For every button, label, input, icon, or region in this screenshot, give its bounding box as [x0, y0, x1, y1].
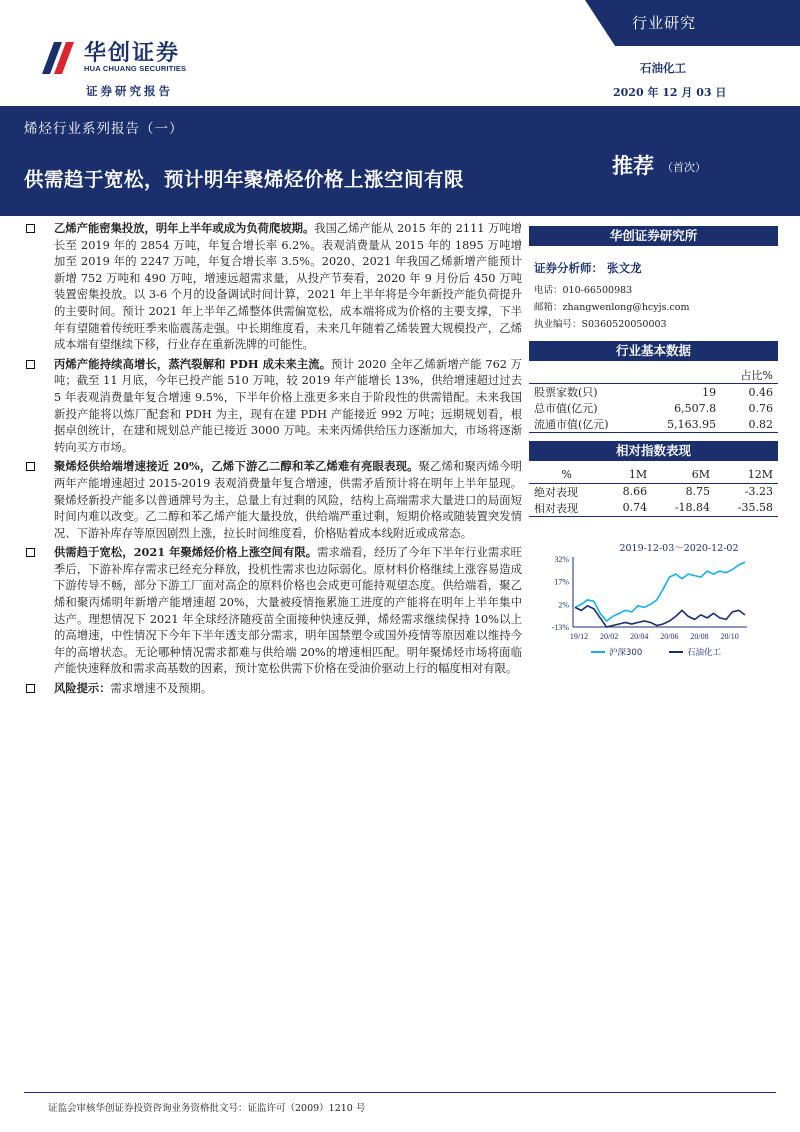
checkbox-bullet-icon: [26, 548, 35, 557]
checkbox-bullet-icon: [26, 684, 35, 693]
summary-paragraph: [24, 680, 522, 698]
row-1m: 8.66: [622, 485, 648, 498]
logo-en: HUA CHUANG SECURITIES: [84, 64, 187, 73]
institute-header: 华创证券研究所: [529, 226, 778, 246]
analyst-email[interactable]: 邮箱：zhangwenlong@hcyjs.com: [534, 302, 690, 313]
summary-paragraph: [24, 544, 522, 678]
y-tick-label: 2%: [558, 599, 569, 609]
summary-paragraph: [24, 220, 522, 354]
table-row: [529, 483, 778, 500]
row-label: 相对表现: [534, 501, 578, 515]
x-tick-label: 20/02: [600, 631, 619, 641]
perf-table: [529, 467, 778, 517]
perf-header: 相对指数表现: [529, 441, 778, 461]
paragraph-text: 聚乙烯和聚丙烯今明两年产能增速超过 2015-2019 表观消费量年复合增速，供需矛盾预计将在明年上半年显现。聚烯烃新投产能多以普通牌号为主，总量上有过剩的风险，结构上高端需求大量进口的局面短时间内难以改变。乙二醇和苯乙烯产能大量投放，供给端严重过剩，短期价格或随装置突发情况、下游补库存等原因剧烈上涨，拉长时间维度看，价格贴着成本线附近或成常态。: [54, 460, 522, 540]
row-6m: -18.84: [674, 501, 711, 514]
analyst-name: 张文龙: [607, 261, 642, 275]
summary-paragraph: [24, 458, 522, 542]
x-tick-label: 20/10: [720, 631, 739, 641]
paragraph-lead: 聚烯烃供给端增速接近 20%，乙烯下游乙二醇和苯乙烯难有亮眼表现。: [54, 459, 419, 474]
basic-data-table: [529, 367, 778, 433]
logo-cn: 华创证券: [84, 41, 181, 66]
analyst-label: 证券分析师：: [534, 261, 603, 275]
row-value: 5,163.95: [667, 417, 717, 431]
column-header: 6M: [691, 468, 711, 482]
index-chart-svg: [529, 539, 778, 661]
row-label: 绝对表现: [534, 485, 578, 499]
summary-body: [24, 220, 522, 700]
row-1m: 0.74: [622, 501, 648, 514]
rating-note: （首次）: [662, 161, 706, 174]
logo-mark-icon: [40, 36, 80, 76]
table-row: [529, 400, 778, 416]
row-label: 股票家数(只): [534, 386, 598, 399]
row-12m: -3.23: [744, 485, 773, 498]
legend-label: 石油化工: [687, 647, 722, 658]
y-tick-label: -13%: [551, 622, 569, 632]
x-tick-label: 20/08: [690, 631, 709, 641]
company-logo: [40, 36, 200, 82]
paragraph-text: 我国乙烯产能从 2015 年的 2111 万吨增长至 2019 年的 2854 万吨，年复合增长率 6.2%。表观消费量从 2015 年的 1895 万吨增加至 2019 年的 2247 万吨，年复合增长率 3.5%。2020、2021 年我国乙烯新增产能预计新增 752 万吨和 490 万吨，增速远超需求量，从投产节奏看，2020 年 9 月份后 450 万吨装置密集投放。以 3-6 个月的设备调试时间计算，2021 年上半年将是今年新投产能负荷提升的主要时间。预计 2021 年上半年乙烯整体供需偏宽松，成本端将成为价格的主要支撑，下半年有望随着传统旺季来临震荡走强。中长期维度看，未来几年随着乙烯装置大规模投产，乙烯成本端有望继续下移，行业存在重新洗牌的可能性。: [54, 222, 522, 352]
y-tick-label: 17%: [554, 577, 569, 587]
series-line-石油化工: [575, 605, 745, 626]
paragraph-lead: 乙烯产能密集投放，明年上半年或成为负荷爬坡期。: [54, 221, 315, 235]
row-value: 6,507.8: [674, 401, 717, 415]
column-header: 1M: [628, 468, 648, 482]
table-header-row: [529, 467, 778, 483]
x-tick-label: 19/12: [569, 631, 589, 641]
row-pct: 0.46: [748, 385, 773, 399]
footer-rule: [24, 1092, 776, 1093]
checkbox-bullet-icon: [26, 360, 35, 369]
analyst: [534, 260, 778, 276]
row-12m: -35.58: [737, 501, 773, 514]
summary-paragraph: [24, 356, 522, 457]
sidebar: [529, 226, 778, 661]
analyst-phone: 电话：010-66500983: [534, 285, 633, 296]
basic-data-header: 行业基本数据: [529, 341, 778, 361]
row-6m: 8.75: [685, 485, 711, 498]
row-label: 总市值(亿元): [534, 402, 598, 415]
report-date: 2020 年 12 月 03 日: [613, 86, 727, 99]
paragraph-lead: 丙烯产能持续高增长，蒸汽裂解和 PDH 成未来主流。: [54, 356, 332, 371]
report-tag: 行业研究: [632, 14, 697, 32]
x-tick-label: 20/06: [660, 631, 679, 641]
legend-label: 沪深300: [609, 647, 643, 658]
checkbox-bullet-icon: [26, 462, 35, 471]
table-row: [529, 384, 778, 401]
column-header: 占比%: [740, 369, 773, 382]
series-line-沪深300: [575, 562, 745, 621]
row-label: 流通市值(亿元): [534, 418, 609, 431]
chart-title: 2019-12-03～2020-12-02: [619, 542, 739, 554]
report-type: 证券研究报告: [86, 84, 173, 98]
analyst-contact: [534, 282, 778, 333]
footer-license: 证监会审核华创证券投资咨询业务资格批文号：证监许可（2009）1210 号: [48, 1103, 366, 1114]
paragraph-lead: 供需趋于宽松，2021 年聚烯烃价格上涨空间有限。: [54, 545, 318, 560]
column-header: 12M: [747, 468, 773, 482]
checkbox-bullet-icon: [26, 224, 35, 233]
row-value: 19: [702, 385, 717, 399]
analyst-license: 执业编号：S0360520050003: [534, 319, 667, 330]
table-header-row: [529, 367, 778, 384]
x-tick-label: 20/04: [630, 631, 649, 641]
paragraph-text: 需求增速不及预期。: [110, 682, 213, 696]
paragraph-text: 需求端看，经历了今年下半年行业需求旺季后，下游补库存需求已经充分释放，投机性需求也边际弱化。原材料价格继续上涨容易造成下游传导不畅，部分下游工厂面对高企的原料价格也会成更可能持观望态度。供给端看，聚乙烯和聚丙烯明年新增产能增速超 20%，大量被疫情拖累施工进度的产能将在明年上半年集中达产。理想情况下 2021 年全球经济随疫苗全面接种快速反弹，烯烃需求继续保持 10%以上的高增速，中性情况下今年下半年透支部分需求，明年国禁塑令或国外疫情等原因难以维持今年的高增状态。无论哪种情况需求都难与供给端 20%的增速相匹配。明年聚烯烃市场将面临产能快速释放和需求高基数的因素，预计宽松供需下价格在受油价驱动上行的幅度相对有限。: [54, 546, 522, 676]
sector-label: 石油化工: [640, 61, 686, 75]
row-pct: 0.82: [748, 417, 773, 431]
paragraph-lead: 风险提示：: [54, 681, 111, 696]
index-chart: [529, 539, 778, 661]
table-row: [529, 500, 778, 517]
series-title: 烯烃行业系列报告（一）: [24, 121, 184, 137]
row-pct: 0.76: [748, 401, 773, 415]
column-header: %: [561, 468, 572, 482]
rating: 推荐: [612, 154, 654, 178]
paragraph-text: 预计 2020 全年乙烯新增产能 762 万吨；截至 11 月底，今年已投产能 510 万吨，较 2019 年产能增长 13%，供给增速超过过去 5 年表观消费量年复合增速 9.5%，下半年价格上涨更多来自于阶段性的供需错配。未来我国新投产能将以炼厂配套和 PDH 为主，现有在建 PDH 产能接近 992 万吨；远期规划看，根据卓创统计，在建和规划总产能已接近 3000 万吨。未来丙烯供给压力逐渐加大，市场将逐渐转向买方市场。: [54, 357, 522, 454]
page-title: 供需趋于宽松，预计明年聚烯烃价格上涨空间有限: [24, 168, 465, 191]
y-tick-label: 32%: [554, 554, 569, 564]
table-row: [529, 416, 778, 433]
